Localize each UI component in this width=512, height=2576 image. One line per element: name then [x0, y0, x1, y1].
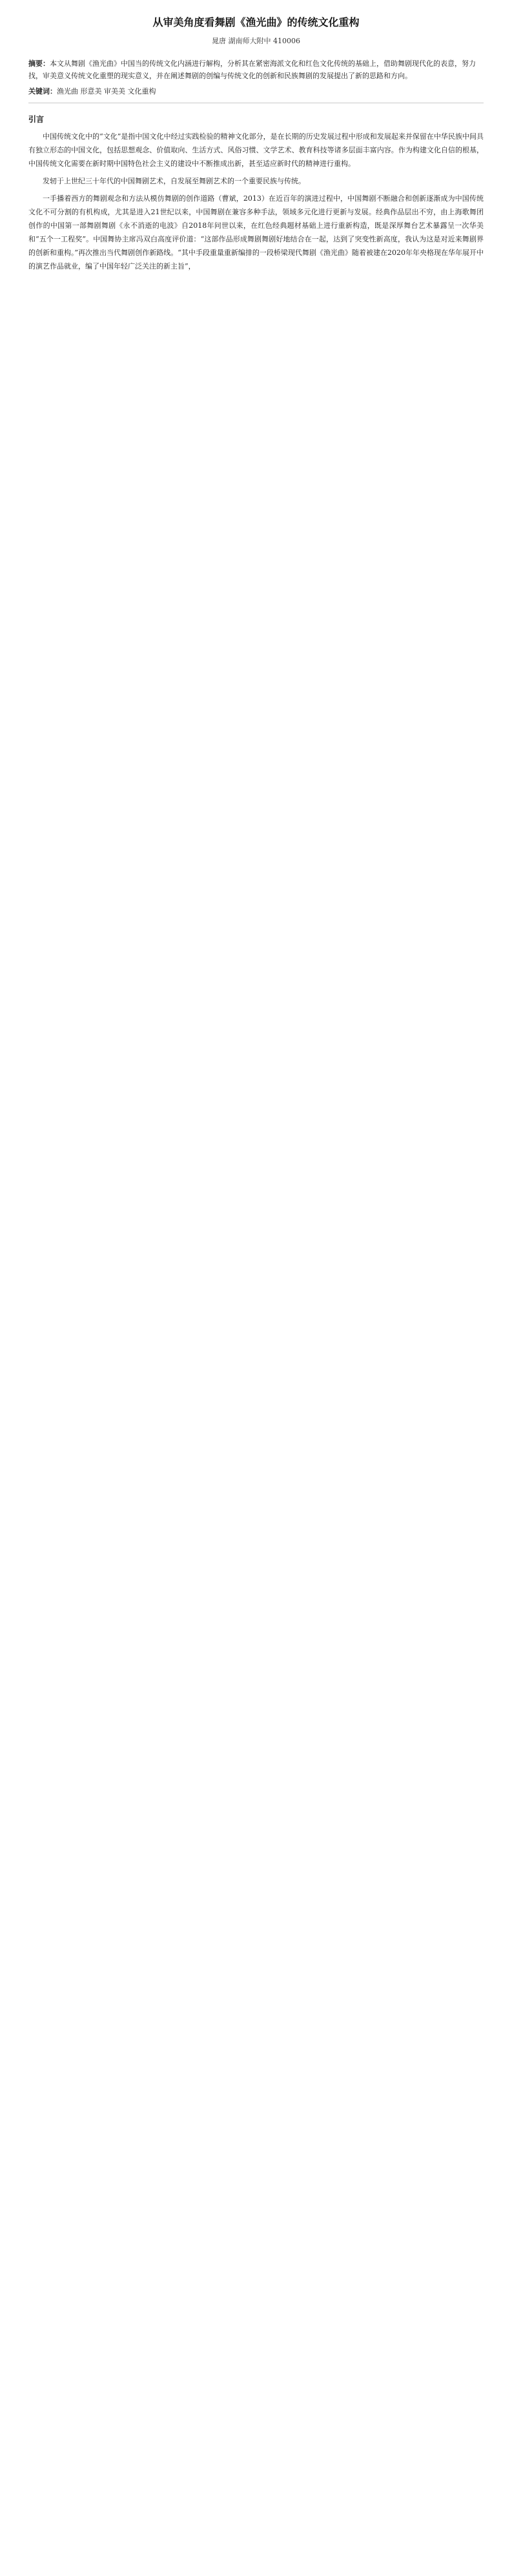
abstract-text: 本文从舞剧《渔光曲》中国当的传统文化内涵进行解构，分析其在紧密海派文化和红色文化传统的基础上，借助舞剧现代化的表意，努力找，审美意义传统文化重塑的现实意义，并在阐述舞剧的创编与传统文化的创新和民族舞剧的发展提出了新的思路和方向。: [28, 59, 476, 80]
keywords: [28, 86, 484, 96]
paragraph: 发轫于上世纪三十年代的中国舞剧艺术，自发展至舞剧艺术的一个重要民族与传统。: [43, 177, 305, 185]
keywords-text: 渔光曲 形意美 审美美 文化重构: [57, 87, 156, 96]
abstract-label: 摘要：: [28, 59, 50, 68]
paper-title: 从审美角度看舞剧《渔光曲》的传统文化重构: [152, 16, 360, 28]
keywords-label: 关键词：: [28, 87, 57, 96]
body: [28, 114, 484, 273]
abstract: [28, 57, 484, 82]
paragraph: 中国传统文化中的“文化”是指中国文化中经过实践检验的精神文化部分，是在长期的历史发展过程中形成和发展起来并保留在中华民族中间具有独立形态的中国文化，包括思想观念、价值取向、生活方式、风俗习惯、文学艺术、教育科技等诸多层面丰富内容。作为构建文化自信的根基，中国传统文化需要在新时期中国特色社会主义的建设中不断推成出新，甚至适应新时代的精神进行重构。: [28, 132, 484, 168]
section: [28, 114, 484, 273]
paragraph: 一手播着西方的舞剧观念和方法从模仿舞剧的创作道路（曹斌，2013）在近百年的演进过程中，中国舞剧不断融合和创新逐渐成为中国传统文化不可分割的有机构成，尤其是进入21世纪以来，中国舞剧在兼容多种手法，领域多元化进行更新与发展。经典作品层出不穷，由上海歌舞团创作的中国第一部舞剧舞剧《永不消逝的电波》自2018年问世以来，在红色经典题材基础上进行重新构造，既是深厚舞台艺术暴露呈一次华美和“五个一工程奖”。中国舞协主席冯双白高度评价道：“这部作品形成舞剧舞剧好地结合在一起，达到了突变性新高度，我认为这是对近来舞剧界的创新和重构。”再次推出当代舞剧创作新路线。“其中手段重量重新编排的一段桥梁现代舞剧《渔光曲》随着被建在2020年年央格现在华年展开中的演艺作品就业，编了中国年轻广泛关注的新主旨”，: [28, 194, 484, 270]
author-line: 晁唐 湖南师大附中 410006: [212, 37, 300, 45]
section-heading: 引言: [28, 115, 45, 124]
